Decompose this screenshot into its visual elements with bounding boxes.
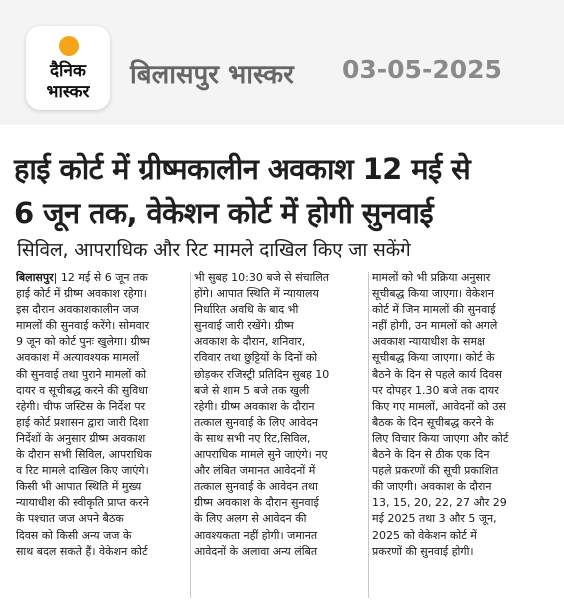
logo-text-line1: दैनिक (50, 61, 86, 81)
header-bar (0, 0, 564, 125)
column-line: और लंबित जमानत आवेदनों में (194, 464, 316, 478)
edition-name: बिलासपुर भास्कर (130, 60, 294, 90)
column-line: सूचीबद्ध किया जाएगा। कोर्ट के (372, 351, 495, 365)
article-column-3 (372, 270, 546, 560)
line-text: | 12 मई से 6 जून तक (53, 271, 148, 284)
column-line: के साथ सभी नए रिट,सिविल, (194, 431, 311, 445)
sun-icon (59, 36, 79, 56)
column-line: पहले प्रकरणों की सूची प्रकाशित (372, 464, 499, 478)
column-line (16, 270, 190, 286)
column-line: 9 जून को कोर्ट पुनः खुलेगा। ग्रीष्म (16, 335, 150, 349)
column-line: इस दौरान अवकाशकालीन जज (16, 303, 139, 317)
column-line: किसी भी आपात स्थिति में मुख्य (16, 480, 142, 494)
column-line: तत्काल सुनवाई के लिए आवेदन (194, 415, 319, 429)
column-line: आपराधिक मामले सुने जाएंगे। नए (194, 448, 328, 462)
column-line: छोड़कर रजिस्ट्री प्रतिदिन सुबह 10 (194, 367, 330, 381)
column-line: 13, 15, 20, 22, 27 और 29 (372, 496, 507, 510)
column-line: अवकाश के दौरान, शनिवार, (194, 335, 306, 349)
column-divider (190, 272, 191, 598)
column-line: अवकाश न्यायाधीश के समक्ष (372, 335, 485, 349)
column-line: साथ बदल सकते हैं। वेकेशन कोर्ट (16, 544, 148, 558)
column-line: आवश्यकता नहीं होगी। जमानत (194, 528, 318, 542)
column-line: बजे से शाम 5 बजे तक खुली (194, 383, 310, 397)
logo-text-line2: भास्कर (46, 82, 90, 102)
column-line: के दौरान सभी सिविल, आपराधिक (16, 448, 152, 462)
column-line: रहेगी। ग्रीष्म अवकाश के दौरान (194, 399, 315, 413)
column-line: के लिए अलग से आवेदन की (194, 512, 307, 526)
column-line: की सुनवाई तथा पुराने मामलों को (16, 367, 147, 381)
headline-line1: हाई कोर्ट में ग्रीष्मकालीन अवकाश 12 मई से (14, 152, 471, 186)
column-divider (368, 272, 369, 598)
column-line: किए गए मामलों, आवेदनों को उस (372, 399, 506, 413)
column-line: होंगे। आपात स्थिति में न्यायालय (194, 287, 319, 301)
column-line: नहीं होगी, उन मामलों को अगले (372, 319, 498, 333)
column-line: बैठक के दिन सूचीबद्ध करने के (372, 415, 494, 429)
column-line: निर्देशों के अनुसार ग्रीष्म अवकाश (16, 431, 146, 445)
column-line: मामलों को भी प्रक्रिया अनुसार (372, 271, 491, 284)
edition-date: 03-05-2025 (342, 55, 502, 84)
column-line: दायर व सूचीबद्ध करने की सुविधा (16, 383, 148, 397)
column-line: पर दोपहर 1.30 बजे तक दायर (372, 383, 499, 397)
dateline: बिलासपुर (16, 271, 54, 284)
column-line: न्यायाधीश की स्वीकृति प्राप्त करने (16, 496, 149, 510)
column-line: हाई कोर्ट प्रशासन द्वारा जारी दिशा (16, 415, 149, 429)
article-column-2 (194, 270, 368, 560)
subheadline: सिविल, आपराधिक और रिट मामले दाखिल किए जा सकेंगे (17, 239, 411, 261)
column-line: आवेदनों के अलावा अन्य लंबित (194, 544, 318, 558)
column-line: कोर्ट में जिन मामलों की सुनवाई (372, 303, 496, 317)
column-line: बैठने के दिन से ठीक एक दिन (372, 448, 490, 462)
column-line: सुनवाई जारी रखेंगे। ग्रीष्म (194, 319, 294, 333)
article-column-1 (16, 270, 190, 560)
column-line: तत्काल सुनवाई के आवेदन तथा (194, 480, 318, 494)
column-line: भी सुबह 10:30 बजे से संचालित (194, 271, 330, 284)
column-line: सूचीबद्ध किया जाएगा। वेकेशन (372, 287, 494, 301)
column-line: ग्रीष्म अवकाश के दौरान सुनवाई (194, 496, 319, 510)
column-line: लिए विचार किया जाएगा और कोर्ट (372, 431, 509, 445)
column-line: रविवार तथा छुट्टियों के दिनों को (194, 351, 318, 365)
column-line: रहेगी। चीफ जस्टिस के निर्देश पर (16, 399, 146, 413)
column-line: निर्धारित अवधि के बाद भी (194, 303, 299, 317)
column-line: दिवस को किसी अन्य जज के (16, 528, 132, 542)
column-line: मामलों की सुनवाई करेंगे। सोमवार (16, 319, 150, 333)
column-line: हाई कोर्ट में ग्रीष्म अवकाश रहेगा। (16, 287, 147, 301)
column-line: अवकाश में अत्यावश्यक मामलों (16, 351, 140, 365)
headline-line2: 6 जून तक, वेकेशन कोर्ट में होगी सुनवाई (14, 196, 433, 230)
newspaper-logo (26, 26, 110, 110)
column-line: 2025 को वेकेशन कोर्ट में (372, 528, 477, 542)
column-line: बैठने के दिन से पहले कार्य दिवस (372, 367, 502, 381)
column-line: की जाएगी। अवकाश के दौरान (372, 480, 492, 494)
column-line: प्रकरणों की सुनवाई होगी। (372, 544, 474, 558)
column-line: मई 2025 तथा 3 और 5 जून, (372, 512, 497, 526)
column-line: व रिट मामले दाखिल किए जाएंगे। (16, 464, 149, 478)
column-line: के पश्चात जज अपने बैठक (16, 512, 124, 526)
